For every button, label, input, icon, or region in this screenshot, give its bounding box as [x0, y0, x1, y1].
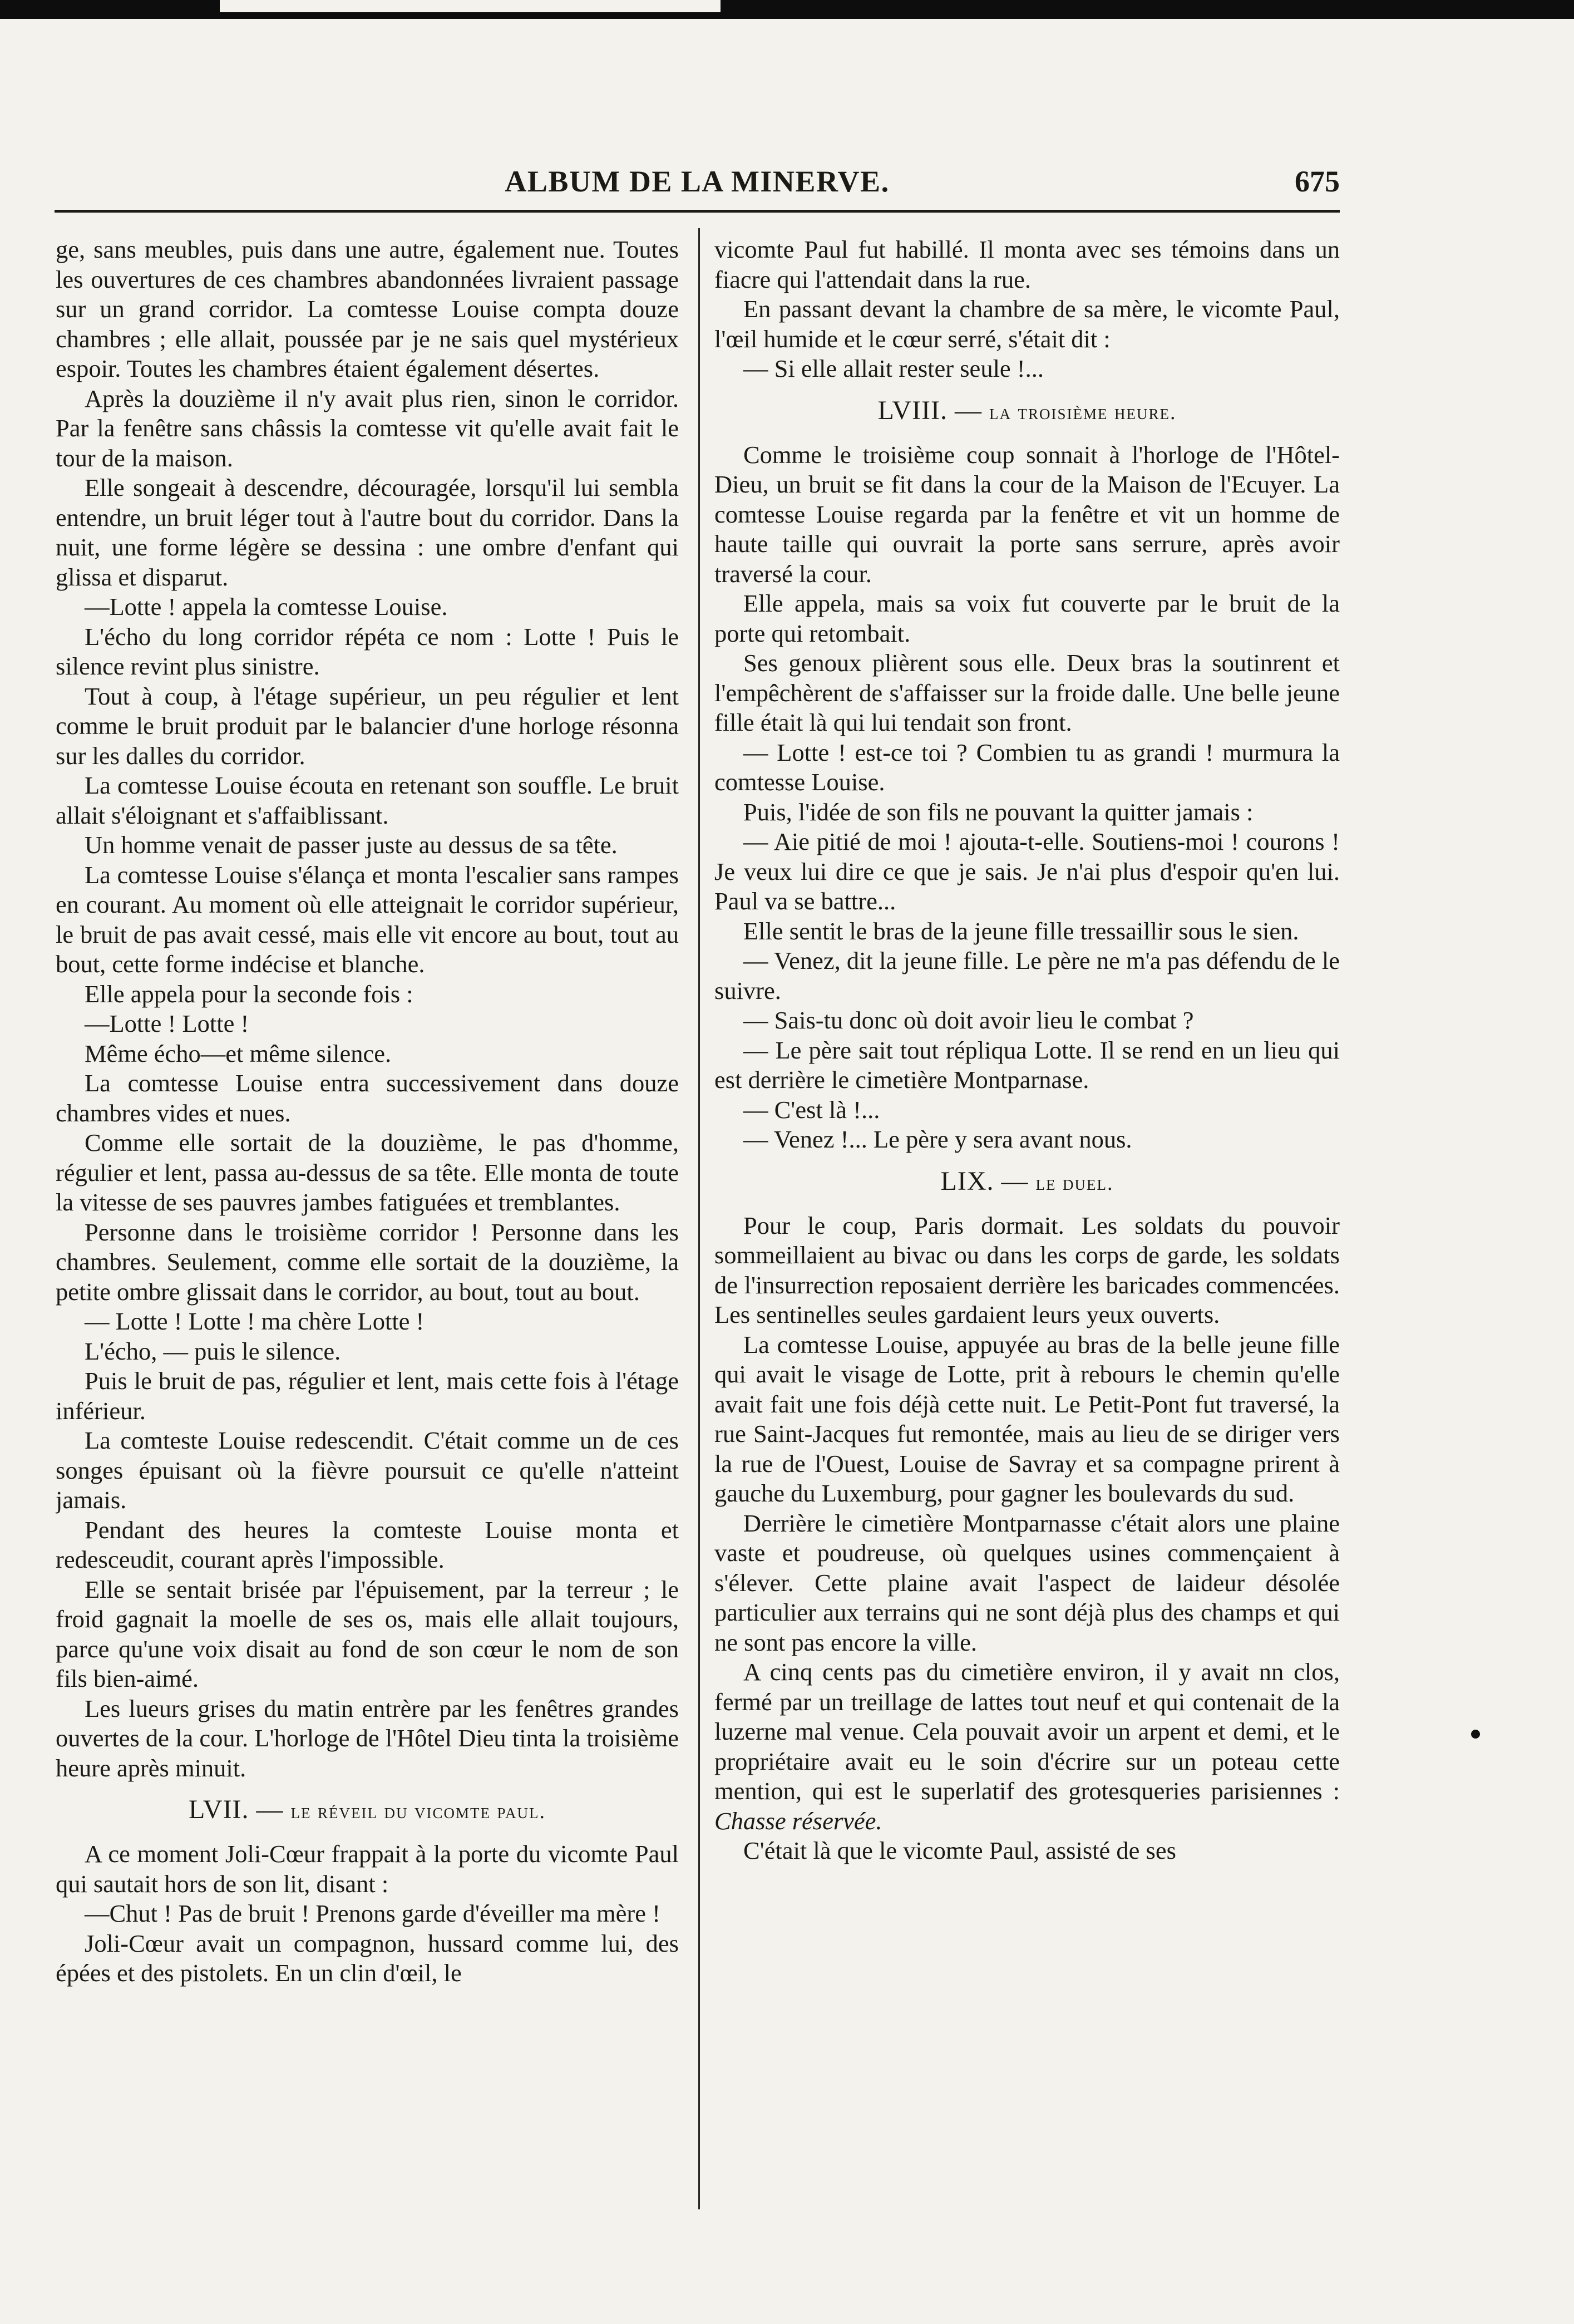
paragraph: — Sais-tu donc où doit avoir lieu le combat ? — [743, 1006, 1194, 1034]
paragraph: — C'est là !... — [743, 1095, 880, 1124]
paragraph: Comme le troisième coup sonnait à l'horloge de l'Hôtel-Dieu, un bruit se fit dans la cour de la Maison de l'Ecuyer. La comtesse Louise regarda par la fenêtre et vit un homme de haute taille qui ouvrait la porte sans serrure, après avoir traversé la cour. — [714, 440, 1340, 588]
paragraph: vicomte Paul fut habillé. Il monta avec ses témoins dans un fiacre qui l'attendait dans la rue. — [714, 235, 1340, 293]
paragraph: ge, sans meubles, puis dans une autre, également nue. Toutes les ouvertures de ces chambres abandonnées livraient passage sur un grand corridor. La comtesse Louise compta douze chambres ; elle allait, poussée par je ne sais quel mystérieux espoir. Toutes les chambres étaient également désertes. — [56, 235, 679, 382]
left-column — [56, 235, 679, 2216]
paragraph: Elle songeait à descendre, découragée, lorsqu'il lui sembla entendre, un bruit léger tout à l'autre bout du corridor. Dans la nuit, une forme légère se dessina : une ombre d'enfant qui glissa et disparut. — [56, 474, 679, 591]
paragraph: — Venez !... Le père y sera avant nous. — [743, 1125, 1132, 1153]
paragraph: — Si elle allait rester seule !... — [743, 354, 1044, 382]
paragraph: L'écho du long corridor répéta ce nom : Lotte ! Puis le silence revint plus sinistre. — [56, 622, 679, 680]
paragraph: Elle appela pour la seconde fois : — [85, 979, 413, 1008]
paragraph: — Lotte ! Lotte ! ma chère Lotte ! — [85, 1307, 425, 1335]
chapter-title: le réveil du vicomte paul. — [290, 1800, 546, 1823]
paragraph: Pendant des heures la comteste Louise monta et redesceudit, courant après l'impossible. — [56, 1515, 679, 1573]
paragraph: — Le père sait tout répliqua Lotte. Il se rend en un lieu qui est derrière le cimetière Montparnase. — [714, 1036, 1340, 1094]
sign-text: Chasse réservée. — [714, 1806, 882, 1835]
paragraph: Elle sentit le bras de la jeune fille tressaillir sous le sien. — [743, 917, 1299, 945]
paragraph: Même écho—et même silence. — [85, 1039, 392, 1067]
paragraph: La comtesse Louise entra successivement dans douze chambres vides et nues. — [56, 1069, 679, 1127]
paragraph — [714, 1657, 1340, 1836]
column-divider — [698, 228, 700, 2209]
paragraph: — Lotte ! est-ce toi ? Combien tu as grandi ! murmura la comtesse Louise. — [714, 738, 1340, 796]
ink-speck — [1471, 1730, 1480, 1739]
paragraph: L'écho, — puis le silence. — [85, 1337, 341, 1365]
paragraph: Après la douzième il n'y avait plus rien, sinon le corridor. Par la fenêtre sans châssis la comtesse vit qu'elle avait fait le tour de la maison. — [56, 384, 679, 472]
chapter-number: LIX. — — [940, 1166, 1029, 1196]
right-column — [714, 235, 1340, 2216]
paragraph: C'était là que le vicomte Paul, assisté de ses — [743, 1836, 1176, 1864]
paragraph: Tout à coup, à l'étage supérieur, un peu régulier et lent comme le bruit produit par le balancier d'une horloge résonna sur les dalles du corridor. — [56, 682, 679, 770]
running-title: ALBUM DE LA MINERVE. — [505, 165, 890, 198]
page-number: 675 — [1295, 165, 1340, 198]
chapter-heading-lix — [714, 1165, 1340, 1200]
paragraph: — Venez, dit la jeune fille. Le père ne m'a pas défendu de le suivre. — [714, 947, 1340, 1005]
paragraph: Derrière le cimetière Montparnasse c'était alors une plaine vaste et poudreuse, où quelques usines commençaient à s'élever. Cette plaine avait l'aspect de laideur désolée particulier aux terrains qui ne sont déjà plus des champs et qui ne sont pas encore la ville. — [714, 1509, 1340, 1656]
chapter-heading-lvii — [56, 1793, 679, 1828]
paragraph: Ses genoux plièrent sous elle. Deux bras la soutinrent et l'empêchèrent de s'affaisser sur la froide dalle. Une belle jeune fille était là qui lui tendait son front. — [714, 649, 1340, 736]
paragraph: A ce moment Joli-Cœur frappait à la porte du vicomte Paul qui sautait hors de son lit, disant : — [56, 1840, 679, 1898]
chapter-number: LVIII. — — [877, 395, 983, 425]
paragraph: Pour le coup, Paris dormait. Les soldats du pouvoir sommeillaient au bivac ou dans les corps de garde, les soldats de l'insurrection reposaient derrière les baricades commencées. Les sentinelles seules gardaient leurs yeux ouverts. — [714, 1211, 1340, 1328]
paragraph: —Lotte ! appela la comtesse Louise. — [85, 593, 448, 621]
paragraph: Personne dans le troisième corridor ! Personne dans les chambres. Seulement, comme elle sortait de la douzième, la petite ombre glissait dans le corridor, au bout, tout au bout. — [56, 1218, 679, 1306]
scan-top-band — [0, 0, 1574, 19]
chapter-title: la troisième heure. — [989, 400, 1177, 424]
page-header — [55, 164, 1340, 203]
chapter-heading-lviii — [714, 394, 1340, 429]
paragraph: La comtesse Louise s'élança et monta l'escalier sans rampes en courant. Au moment où elle atteignait le corridor supérieur, le bruit de pas avait cessé, mais elle vit encore au bout, tout au bout, cette forme indécise et blanche. — [56, 860, 679, 978]
paragraph: Elle se sentait brisée par l'épuisement, par la terreur ; le froid gagnait la moelle de ses os, mais elle allait toujours, parce qu'une voix disait au fond de son cœur le nom de son fils bien-aimé. — [56, 1575, 679, 1692]
paragraph: Elle appela, mais sa voix fut couverte par le bruit de la porte qui retombait. — [714, 589, 1340, 647]
chapter-number: LVII. — — [188, 1795, 284, 1824]
paragraph-text: A cinq cents pas du cimetière environ, il y avait nn clos, fermé par un treillage de lattes tout neuf et qui contenait de la luzerne mal venue. Cela pouvait avoir un arpent et demi, et le propriétaire avait eu le soin d'écrire sur un poteau cette mention, qui est le superlatif des grotesqueries parisiennes : — [714, 1658, 1340, 1805]
paragraph: La comtesse Louise, appuyée au bras de la belle jeune fille qui avait le visage de Lotte, prit à rebours le chemin qu'elle avait fait une fois déjà cette nuit. Le Petit-Pont fut traversé, la rue Saint-Jacques fut remontée, mais au lieu de se diriger vers la rue de l'Ouest, Louise de Savray et sa compagne prirent à gauche du Luxemburg, pour gagner les boulevards du sud. — [714, 1330, 1340, 1507]
paragraph: Joli-Cœur avait un compagnon, hussard comme lui, des épées et des pistolets. En un clin d'œil, le — [56, 1929, 679, 1987]
paragraph: Un homme venait de passer juste au dessus de sa tête. — [85, 831, 618, 859]
paragraph: Comme elle sortait de la douzième, le pas d'homme, régulier et lent, passa au-dessus de sa tête. Elle monta de toute la vitesse de ses pauvres jambes fatiguées et tremblantes. — [56, 1129, 679, 1216]
paragraph: La comteste Louise redescendit. C'était comme un de ces songes épuisant où la fièvre poursuit ce qu'elle n'atteint jamais. — [56, 1426, 679, 1514]
paragraph: Les lueurs grises du matin entrère par les fenêtres grandes ouvertes de la cour. L'horloge de l'Hôtel Dieu tinta la troisième heure après minuit. — [56, 1694, 679, 1782]
paragraph: La comtesse Louise écouta en retenant son souffle. Le bruit allait s'éloignant et s'affaiblissant. — [56, 771, 679, 829]
paragraph: —Chut ! Pas de bruit ! Prenons garde d'éveiller ma mère ! — [85, 1899, 660, 1927]
paragraph: — Aie pitié de moi ! ajouta-t-elle. Soutiens-moi ! courons ! Je veux lui dire ce que je sais. Je n'ai plus d'espoir qu'en lui. Paul va se battre... — [714, 828, 1340, 915]
chapter-title: le duel. — [1035, 1171, 1114, 1195]
paragraph: Puis, l'idée de son fils ne pouvant la quitter jamais : — [743, 797, 1254, 826]
paragraph: En passant devant la chambre de sa mère, le vicomte Paul, l'œil humide et le cœur serré, s'était dit : — [714, 295, 1340, 353]
header-rule — [55, 210, 1340, 213]
paragraph: Puis le bruit de pas, régulier et lent, mais cette fois à l'étage inférieur. — [56, 1367, 679, 1425]
paragraph: —Lotte ! Lotte ! — [85, 1010, 249, 1037]
